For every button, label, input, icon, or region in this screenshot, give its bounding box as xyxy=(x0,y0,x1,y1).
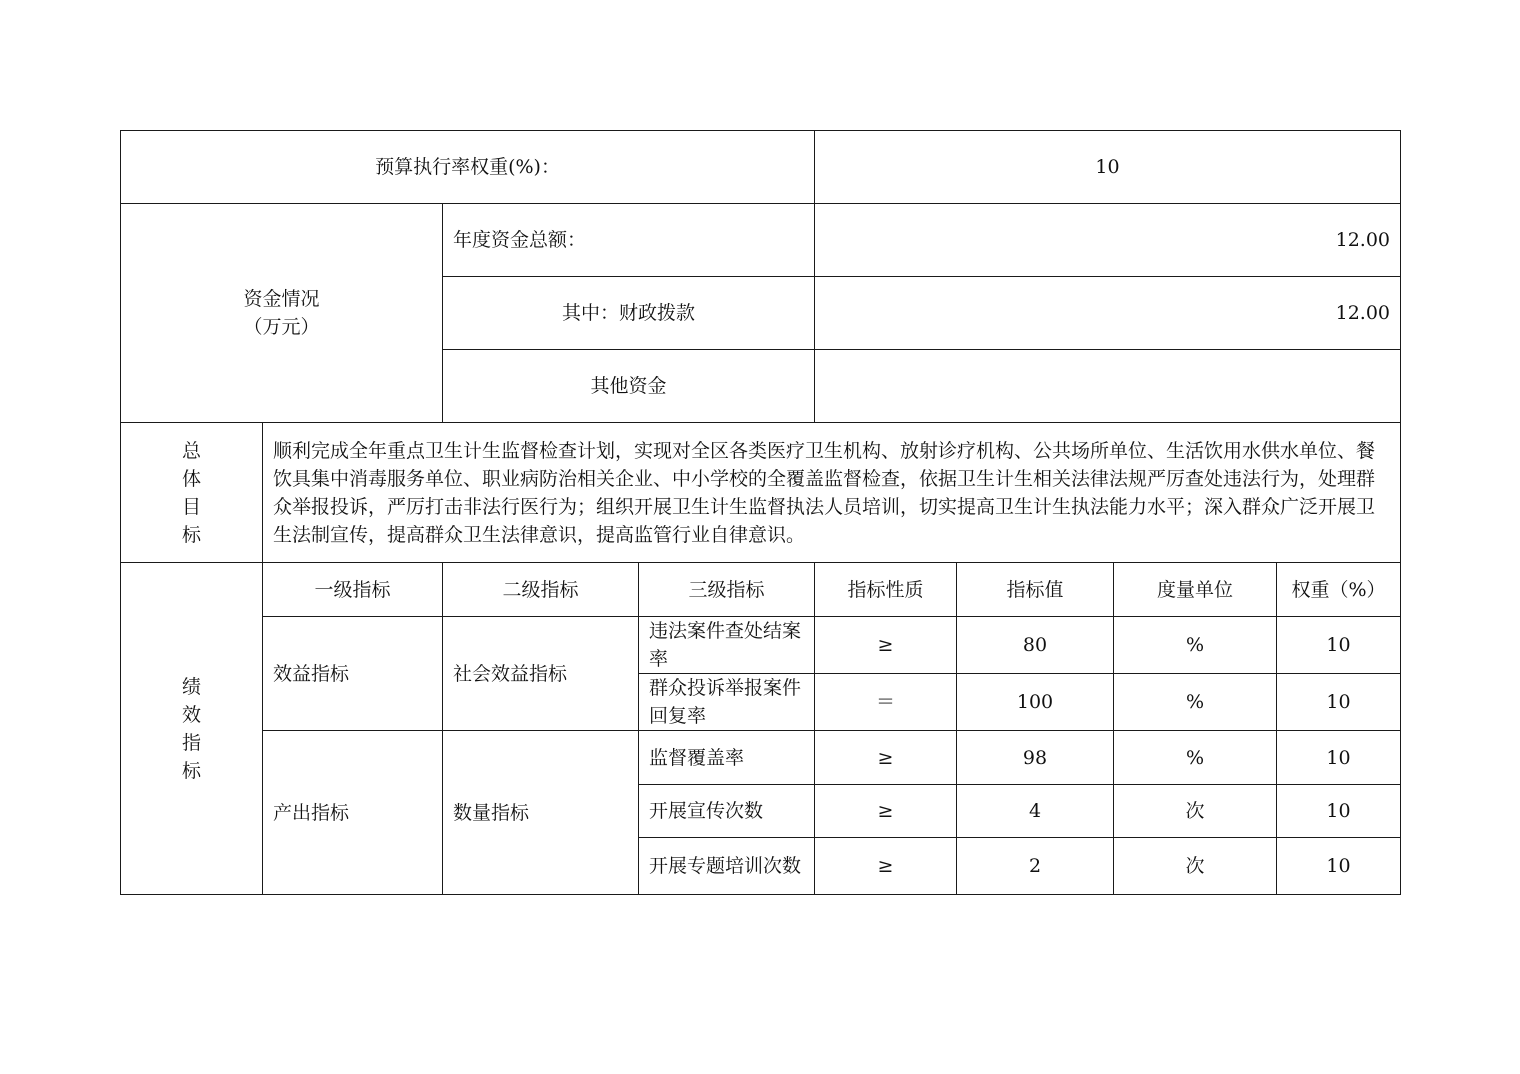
performance-label-cell xyxy=(121,563,263,895)
unit-cell: % xyxy=(1114,674,1277,731)
budget-rate-row xyxy=(121,131,1401,204)
header-weight: 权重（%） xyxy=(1277,563,1401,617)
nature-cell: ≥ xyxy=(815,838,957,895)
fiscal-label: 其中：财政拨款 xyxy=(443,277,815,350)
goal-label-cell xyxy=(121,423,263,563)
value-cell: 98 xyxy=(957,731,1114,785)
nature-cell: ≥ xyxy=(815,785,957,838)
performance-label: 绩效指标 xyxy=(181,675,201,782)
nature-cell: ＝ xyxy=(815,674,957,731)
unit-cell: % xyxy=(1114,731,1277,785)
performance-table xyxy=(120,130,1401,895)
goal-row xyxy=(121,423,1401,563)
level3-cell: 监督覆盖率 xyxy=(639,731,815,785)
header-nature: 指标性质 xyxy=(815,563,957,617)
level3-cell: 开展专题培训次数 xyxy=(639,838,815,895)
table-row xyxy=(121,617,1401,674)
value-cell: 2 xyxy=(957,838,1114,895)
value-cell: 100 xyxy=(957,674,1114,731)
funds-label-line2: （万元） xyxy=(243,316,320,338)
value-cell: 4 xyxy=(957,785,1114,838)
unit-cell: % xyxy=(1114,617,1277,674)
weight-cell: 10 xyxy=(1277,838,1401,895)
level3-cell: 开展宣传次数 xyxy=(639,785,815,838)
header-level3: 三级指标 xyxy=(639,563,815,617)
table-row xyxy=(121,731,1401,785)
weight-cell: 10 xyxy=(1277,617,1401,674)
header-level2: 二级指标 xyxy=(443,563,639,617)
header-unit: 度量单位 xyxy=(1114,563,1277,617)
weight-cell: 10 xyxy=(1277,674,1401,731)
budget-rate-label: 预算执行率权重(%)： xyxy=(121,131,815,204)
fiscal-value: 12.00 xyxy=(815,277,1401,350)
level3-cell: 违法案件查处结案率 xyxy=(639,617,815,674)
unit-cell: 次 xyxy=(1114,785,1277,838)
level3-cell: 群众投诉举报案件回复率 xyxy=(639,674,815,731)
funds-annual-row xyxy=(121,204,1401,277)
level1-benefit: 效益指标 xyxy=(263,617,443,731)
goal-text: 顺利完成全年重点卫生计生监督检查计划，实现对全区各类医疗卫生机构、放射诊疗机构、公共场所单位、生活饮用水供水单位、餐饮具集中消毒服务单位、职业病防治相关企业、中小学校的全覆盖监督检查，依据卫生计生相关法律法规严厉查处违法行为，处理群众举报投诉，严厉打击非法行医行为；组织开展卫生计生监督执法人员培训，切实提高卫生计生执法能力水平；深入群众广泛开展卫生法制宣传，提高群众卫生法律意识，提高监管行业自律意识。 xyxy=(263,423,1401,563)
funds-label xyxy=(121,204,443,423)
header-value: 指标值 xyxy=(957,563,1114,617)
header-level1: 一级指标 xyxy=(263,563,443,617)
other-funds-value xyxy=(815,350,1401,423)
indicator-header-row xyxy=(121,563,1401,617)
level1-output: 产出指标 xyxy=(263,731,443,895)
goal-label: 总体目标 xyxy=(181,439,201,546)
weight-cell: 10 xyxy=(1277,785,1401,838)
value-cell: 80 xyxy=(957,617,1114,674)
unit-cell: 次 xyxy=(1114,838,1277,895)
nature-cell: ≥ xyxy=(815,617,957,674)
nature-cell: ≥ xyxy=(815,731,957,785)
other-funds-label: 其他资金 xyxy=(443,350,815,423)
funds-label-line1: 资金情况 xyxy=(243,288,320,310)
level2-social-benefit: 社会效益指标 xyxy=(443,617,639,731)
level2-quantity: 数量指标 xyxy=(443,731,639,895)
budget-rate-value: 10 xyxy=(815,131,1401,204)
annual-total-value: 12.00 xyxy=(815,204,1401,277)
weight-cell: 10 xyxy=(1277,731,1401,785)
annual-total-label: 年度资金总额： xyxy=(443,204,815,277)
